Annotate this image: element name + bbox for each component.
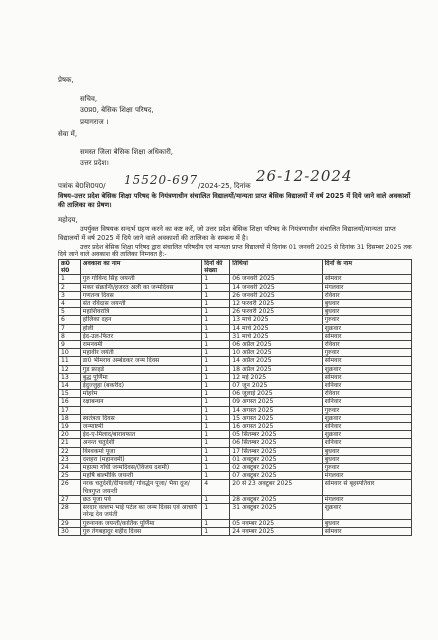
row-date: 06 सितम्बर 2025: [230, 439, 322, 447]
row-day-name: सोमवार: [322, 275, 411, 283]
row-date: 24 नवम्बर 2025: [230, 527, 322, 535]
row-day-name: सोमवार: [322, 357, 411, 365]
row-serial: 10: [59, 349, 81, 357]
row-holiday-name: होली: [80, 324, 201, 332]
row-serial: 14: [59, 382, 81, 390]
row-serial: 7: [59, 324, 81, 332]
row-holiday-name: गुरु गोविन्द सिंह जयन्ती: [80, 275, 201, 283]
table-row: [59, 439, 412, 447]
row-serial: 25: [59, 472, 81, 480]
row-serial: 27: [59, 495, 81, 503]
row-day-name: बुधवार: [322, 447, 411, 455]
row-holiday-name: मकर संक्रान्ति/हजरत अली का जन्मदिवस: [80, 283, 201, 291]
row-holiday-name: नरक चतुर्दशी/दीपावली/ गोवर्द्धन पूजा/ भैया दूज/चित्रगुप्त जयन्ती: [80, 480, 201, 495]
table-row: [59, 349, 412, 357]
row-serial: 19: [59, 423, 81, 431]
row-day-name: सोमवार: [322, 527, 411, 535]
row-serial: 11: [59, 357, 81, 365]
table-row: [59, 472, 412, 480]
row-day-count: 1: [202, 495, 230, 503]
row-date: 12 फरवरी 2025: [230, 300, 322, 308]
row-day-name: रविवार: [322, 291, 411, 299]
row-date: 13 मार्च 2025: [230, 316, 322, 324]
row-serial: 4: [59, 300, 81, 308]
table-row: [59, 341, 412, 349]
row-serial: 17: [59, 406, 81, 414]
row-day-name: बुधवार: [322, 519, 411, 527]
row-day-count: 1: [202, 373, 230, 381]
table-row: [59, 390, 412, 398]
row-day-name: शुक्रवार: [322, 324, 411, 332]
row-holiday-name: महावीर जयंती: [80, 349, 201, 357]
row-day-count: 1: [202, 464, 230, 472]
row-holiday-name: महात्मा गाँधी जन्मदिवस/(विजय दशमी): [80, 464, 201, 472]
row-day-count: 1: [202, 406, 230, 414]
table-row: [59, 373, 412, 381]
row-serial: 3: [59, 291, 81, 299]
row-holiday-name: ईद-उल-फितर: [80, 332, 201, 340]
body-paragraph-2: उत्तर प्रदेश बेसिक शिक्षा परिषद द्वारा संचालित परिषदीय एवं मान्यता प्राप्त विद्यालयों में दिनांक 01 जनवरी 2025 से दिनांक 31 दिसम्बर 2025 तक दिये जाने वाले अवकाश की तालिका निम्नवत है:-: [58, 244, 412, 259]
row-holiday-name: गुरु तेगबहादुर शहीद दिवस: [80, 527, 201, 535]
row-date: 06 जुलाई 2025: [230, 390, 322, 398]
row-date: 06 जनवरी 2025: [230, 275, 322, 283]
row-date: 16 अगस्त 2025: [230, 423, 322, 431]
row-day-count: 1: [202, 414, 230, 422]
row-day-count: 1: [202, 365, 230, 373]
row-date: 18 अप्रैल 2025: [230, 365, 322, 373]
row-holiday-name: महाशिवरात्रि: [80, 308, 201, 316]
row-holiday-name: स्वतंत्रता दिवस: [80, 414, 201, 422]
row-day-name: शुक्रवार: [322, 431, 411, 439]
header-holiday-name: अवकाश का नाम: [80, 260, 201, 275]
table-row: [59, 480, 412, 495]
table-header-row: [59, 260, 412, 275]
row-day-name: सोमवार से बृहस्पतिवार: [322, 480, 411, 495]
row-date: 14 मार्च 2025: [230, 324, 322, 332]
row-day-name: शनिवार: [322, 382, 411, 390]
row-holiday-name: गुड फ्राइडे: [80, 365, 201, 373]
row-serial: 18: [59, 414, 81, 422]
row-holiday-name: रामनवमी: [80, 341, 201, 349]
table-row: [59, 357, 412, 365]
recipient-heading: सेवा में,: [58, 130, 78, 138]
row-serial: 9: [59, 341, 81, 349]
row-date: 14 अप्रैल 2025: [230, 357, 322, 365]
row-serial: 20: [59, 431, 81, 439]
sender-line-3: प्रयागराज ।: [80, 118, 109, 126]
row-day-count: 1: [202, 316, 230, 324]
row-day-name: बुधवार: [322, 308, 411, 316]
holiday-table: [58, 259, 412, 536]
row-date: 14 अगस्त 2025: [230, 406, 322, 414]
row-day-name: गुरुवार: [322, 406, 411, 414]
table-row: [59, 455, 412, 463]
patrank-handwritten: 15520-697: [124, 173, 199, 187]
row-holiday-name: गणतन्त्र दिवस: [80, 291, 201, 299]
row-date: 26 जनवरी 2025: [230, 291, 322, 299]
row-date: 10 अप्रैल 2025: [230, 349, 322, 357]
row-date: 31 अक्टूबर 2025: [230, 504, 322, 519]
table-row: [59, 423, 412, 431]
row-serial: 8: [59, 332, 81, 340]
sender-line-1: सचिव,: [80, 95, 98, 103]
row-date: 20 से 23 अक्टूबर 2025: [230, 480, 322, 495]
row-holiday-name: अनन्त चतुर्दशी: [80, 439, 201, 447]
row-holiday-name: गुरुनानक जयन्ती/कार्तिक पूर्णिमा: [80, 519, 201, 527]
row-day-count: 1: [202, 527, 230, 535]
row-date: 07 जून 2025: [230, 382, 322, 390]
row-day-count: 1: [202, 390, 230, 398]
row-serial: 30: [59, 527, 81, 535]
row-holiday-name: सरदार वल्लभ भाई पटेल का जन्म दिवस एवं आचार्य नरेन्द्र देव जयंती: [80, 504, 201, 519]
table-row: [59, 519, 412, 527]
row-date: 28 अक्टूबर 2025: [230, 495, 322, 503]
row-date: 17 सितम्बर 2025: [230, 447, 322, 455]
recipient-line-1: समस्त जिला बेसिक शिक्षा अधिकारी,: [80, 148, 173, 156]
subject-line: विषय–उत्तर प्रदेश बेसिक शिक्षा परिषद के नियंत्रणाधीन संचालित विद्यालयों/मान्यता प्राप्त बेसिक विद्यालयों में वर्ष 2025 में दिये जाने वाले अवकाशों की तालिका का प्रेषण।: [58, 192, 411, 209]
row-date: 01 अक्टूबर 2025: [230, 455, 322, 463]
header-day-name: दिनों के नाम: [322, 260, 411, 275]
row-holiday-name: संत रविदास जयन्ती: [80, 300, 201, 308]
row-serial: 13: [59, 373, 81, 381]
row-serial: 22: [59, 447, 81, 455]
row-day-count: 1: [202, 519, 230, 527]
table-row: [59, 300, 412, 308]
table-row: [59, 527, 412, 535]
table-row: [59, 431, 412, 439]
row-serial: 26: [59, 480, 81, 495]
row-day-count: 1: [202, 357, 230, 365]
row-serial: 23: [59, 455, 81, 463]
row-date: 07 अक्टूबर 2025: [230, 472, 322, 480]
table-row: [59, 447, 412, 455]
row-day-count: 1: [202, 447, 230, 455]
row-day-name: मंगलवार: [322, 283, 411, 291]
row-date: 26 फरवरी 2025: [230, 308, 322, 316]
row-holiday-name: होलिका दहन: [80, 316, 201, 324]
date-handwritten: 26-12-2024: [256, 167, 353, 185]
table-row: [59, 414, 412, 422]
header-serial: क्र0 सं0: [59, 260, 81, 275]
row-day-name: सोमवार: [322, 373, 411, 381]
row-day-count: 1: [202, 324, 230, 332]
row-holiday-name: मोहर्रम: [80, 390, 201, 398]
row-day-count: 1: [202, 332, 230, 340]
row-serial: 5: [59, 308, 81, 316]
row-date: 14 जनवरी 2025: [230, 283, 322, 291]
row-holiday-name: डा0 भीमराव अम्बेडकर जन्म दिवस: [80, 357, 201, 365]
row-date: 05 सितम्बर 2025: [230, 431, 322, 439]
row-date: 06 अप्रैल 2025: [230, 341, 322, 349]
table-row: [59, 283, 412, 291]
table-row: [59, 406, 412, 414]
row-holiday-name: महर्षि बाल्मीकि जयन्ती: [80, 472, 201, 480]
body-paragraph-1: उपर्युक्त विषयक सन्दर्भ ग्रहण करने का कष्ट करें, जो उत्तर प्रदेश बेसिक शिक्षा परिषद के नियंत्रणाधीन संचालित विद्यालयों/मान्यता प्राप्त विद्यालयों में वर्ष 2025 में दिये जाने वाले अवकाशों की तालिका के सम्बन्ध में है।: [58, 225, 396, 242]
row-day-count: 1: [202, 283, 230, 291]
table-row: [59, 398, 412, 406]
row-holiday-name: रक्षाबन्धन: [80, 398, 201, 406]
row-day-count: 4: [202, 480, 230, 495]
table-row: [59, 324, 412, 332]
row-date: 05 नवम्बर 2025: [230, 519, 322, 527]
row-serial: 12: [59, 365, 81, 373]
row-date: 31 मार्च 2025: [230, 332, 322, 340]
row-day-count: 1: [202, 275, 230, 283]
header-date: तिथियां: [230, 260, 322, 275]
row-serial: 21: [59, 439, 81, 447]
table-row: [59, 316, 412, 324]
row-day-name: गुरुवार: [322, 464, 411, 472]
row-holiday-name: ईद-ए-मिलाद/बारावफात: [80, 431, 201, 439]
row-day-name: गुरुवार: [322, 349, 411, 357]
row-holiday-name: बुद्ध पूर्णिमा: [80, 373, 201, 381]
row-holiday-name: [80, 406, 201, 414]
table-row: [59, 308, 412, 316]
sender-line-2: उ0प्र0, बेसिक शिक्षा परिषद,: [80, 106, 154, 114]
row-day-name: बुधवार: [322, 300, 411, 308]
row-serial: 2: [59, 283, 81, 291]
row-serial: 16: [59, 398, 81, 406]
sender-heading: प्रेषक,: [58, 76, 74, 84]
row-day-name: शुक्रवार: [322, 365, 411, 373]
row-day-name: शुक्रवार: [322, 504, 411, 519]
row-day-name: शुक्रवार: [322, 414, 411, 422]
row-day-count: 1: [202, 308, 230, 316]
table-row: [59, 504, 412, 519]
patrank-label: पत्रांक बे0शि0प0/: [58, 182, 106, 190]
row-serial: 24: [59, 464, 81, 472]
row-day-name: रविवार: [322, 390, 411, 398]
row-date: 15 अगस्त 2025: [230, 414, 322, 422]
table-row: [59, 464, 412, 472]
row-serial: 6: [59, 316, 81, 324]
table-row: [59, 365, 412, 373]
row-holiday-name: दशहरा (महानवमी): [80, 455, 201, 463]
row-day-count: 1: [202, 341, 230, 349]
table-row: [59, 291, 412, 299]
row-holiday-name: जन्माष्टमी: [80, 423, 201, 431]
row-date: 02 अक्टूबर 2025: [230, 464, 322, 472]
table-row: [59, 332, 412, 340]
row-day-count: 1: [202, 349, 230, 357]
row-day-name: शनिवार: [322, 423, 411, 431]
row-holiday-name: छठ पूजा पर्व: [80, 495, 201, 503]
row-day-count: 1: [202, 439, 230, 447]
header-day-count: दिनों की संख्या: [202, 260, 230, 275]
row-day-name: शनिवार: [322, 398, 411, 406]
row-serial: 15: [59, 390, 81, 398]
table-row: [59, 382, 412, 390]
row-day-name: मंगलवार: [322, 472, 411, 480]
recipient-line-2: उत्तर प्रदेश।: [80, 159, 109, 167]
row-holiday-name: विश्वकर्मा पूजा: [80, 447, 201, 455]
row-day-count: 1: [202, 291, 230, 299]
salutation: महोदय,: [58, 216, 78, 224]
table-row: [59, 275, 412, 283]
row-day-count: 1: [202, 382, 230, 390]
row-day-count: 1: [202, 398, 230, 406]
row-day-name: मंगलवार: [322, 495, 411, 503]
row-day-count: 1: [202, 300, 230, 308]
row-date: 12 मई 2025: [230, 373, 322, 381]
row-day-count: 1: [202, 504, 230, 519]
row-day-count: 1: [202, 431, 230, 439]
row-day-name: बुधवार: [322, 455, 411, 463]
patrank-year: /2024-25, दिनांक: [198, 182, 251, 190]
row-day-name: गुरुवार: [322, 316, 411, 324]
row-date: 09 अगस्त 2025: [230, 398, 322, 406]
row-day-count: 1: [202, 472, 230, 480]
row-day-name: सोमवार: [322, 332, 411, 340]
row-serial: 29: [59, 519, 81, 527]
row-day-count: 1: [202, 423, 230, 431]
table-row: [59, 495, 412, 503]
row-holiday-name: ईदुज्जुहा (बकरीद): [80, 382, 201, 390]
row-serial: 1: [59, 275, 81, 283]
row-serial: 28: [59, 504, 81, 519]
row-day-count: 1: [202, 455, 230, 463]
row-day-name: शनिवार: [322, 439, 411, 447]
row-day-name: रविवार: [322, 341, 411, 349]
